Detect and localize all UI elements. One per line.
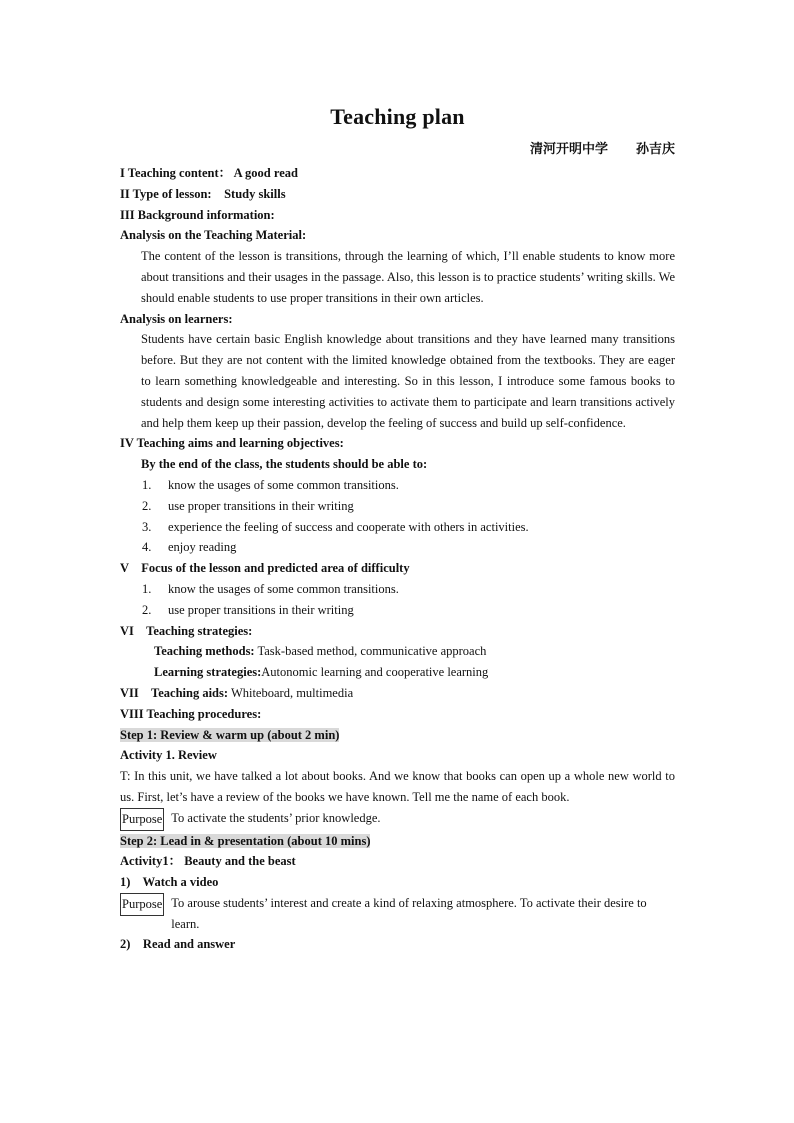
list-item: 3. experience the feeling of success and cooperate with others in activities. xyxy=(142,519,529,534)
activity1-heading: Activity 1. Review xyxy=(120,748,217,763)
learning-line xyxy=(120,662,675,683)
step1-paragraph: T: In this unit, we have talked a lot about books. And we know that books can open up a whole new world to us. First, let’s have a review of the books we have known. Tell me the name of each book. xyxy=(120,769,675,804)
methods-value: Task-based method, communicative approach xyxy=(257,644,487,659)
step1-line xyxy=(120,725,675,746)
learning-label: Learning strategies: xyxy=(154,665,262,680)
learning-value: Autonomic learning and cooperative learning xyxy=(261,665,489,680)
aids-value: Whiteboard, multimedia xyxy=(230,685,354,700)
learners-heading: Analysis on learners: xyxy=(120,311,233,326)
focus-heading: V Focus of the lesson and predicted area of difficulty xyxy=(120,561,410,576)
purpose-label: Purpose xyxy=(120,808,164,831)
aims-heading: IV Teaching aims and learning objectives: xyxy=(120,436,344,451)
read-answer-heading: 2) Read and answer xyxy=(120,937,236,952)
step2-line xyxy=(120,831,675,852)
content-value: A good read xyxy=(233,166,298,180)
material-paragraph: The content of the lesson is transitions, through the learning of which, I’ll enable students to know more about transitions and their usages in the passage. Also, this lesson is to practice students’ writing skills. We should enable students to use proper transitions in their own articles. xyxy=(141,249,675,305)
aids-line xyxy=(120,683,675,704)
aims-list xyxy=(120,475,675,558)
author-name: 孙吉庆 xyxy=(635,141,675,156)
strategies-heading: VI Teaching strategies: xyxy=(120,623,253,638)
list-item: 2. use proper transitions in their writing xyxy=(142,602,354,617)
school-name: 清河开明中学 xyxy=(529,141,608,156)
focus-list xyxy=(120,579,675,621)
purpose-label: Purpose xyxy=(120,893,164,916)
purpose2-line xyxy=(120,893,675,935)
purpose1-text: To activate the students’ prior knowledge. xyxy=(171,810,381,825)
aids-label: VII Teaching aids: xyxy=(120,685,229,700)
type-value: Study skills xyxy=(224,186,286,201)
methods-line xyxy=(120,641,675,662)
type-line xyxy=(120,184,675,205)
content-label: I Teaching content： xyxy=(120,166,232,180)
learners-paragraph: Students have certain basic English knowledge about transitions and they have learned many transitions before. But they are not content with the limited knowledge obtained from the textbooks. They are eager to learn something knowledgeable and interesting. So in this lesson, I introduce some famous books to students and design some interesting activities to activate them to participate and learn transitions actively and help them keep up their passion, develop the feeling of success and build up self-confidence. xyxy=(141,332,675,430)
material-heading: Analysis on the Teaching Material: xyxy=(120,228,307,243)
list-item: 2. use proper transitions in their writing xyxy=(142,498,354,513)
author-line xyxy=(120,138,675,157)
content-line xyxy=(120,163,675,184)
procedures-heading: VIII Teaching procedures: xyxy=(120,706,262,721)
activity-beauty-heading: Activity1： Beauty and the beast xyxy=(120,854,296,869)
document-page xyxy=(120,100,675,955)
list-item: 1. know the usages of some common transitions. xyxy=(142,581,399,596)
purpose1-line xyxy=(120,808,675,831)
watch-video-heading: 1) Watch a video xyxy=(120,875,219,890)
aims-intro: By the end of the class, the students should be able to: xyxy=(141,457,428,472)
type-label: II Type of lesson: xyxy=(120,186,212,201)
background-heading: III Background information: xyxy=(120,207,275,222)
list-item: 1. know the usages of some common transitions. xyxy=(142,477,399,492)
page-title: Teaching plan xyxy=(330,104,465,129)
list-item: 4. enjoy reading xyxy=(142,540,237,555)
step1-heading: Step 1: Review & warm up (about 2 min) xyxy=(120,727,340,742)
methods-label: Teaching methods: xyxy=(154,644,255,659)
purpose2-text: To arouse students’ interest and create a kind of relaxing atmosphere. To activate their desire to learn. xyxy=(171,895,647,931)
step2-heading: Step 2: Lead in & presentation (about 10 mins) xyxy=(120,833,371,848)
